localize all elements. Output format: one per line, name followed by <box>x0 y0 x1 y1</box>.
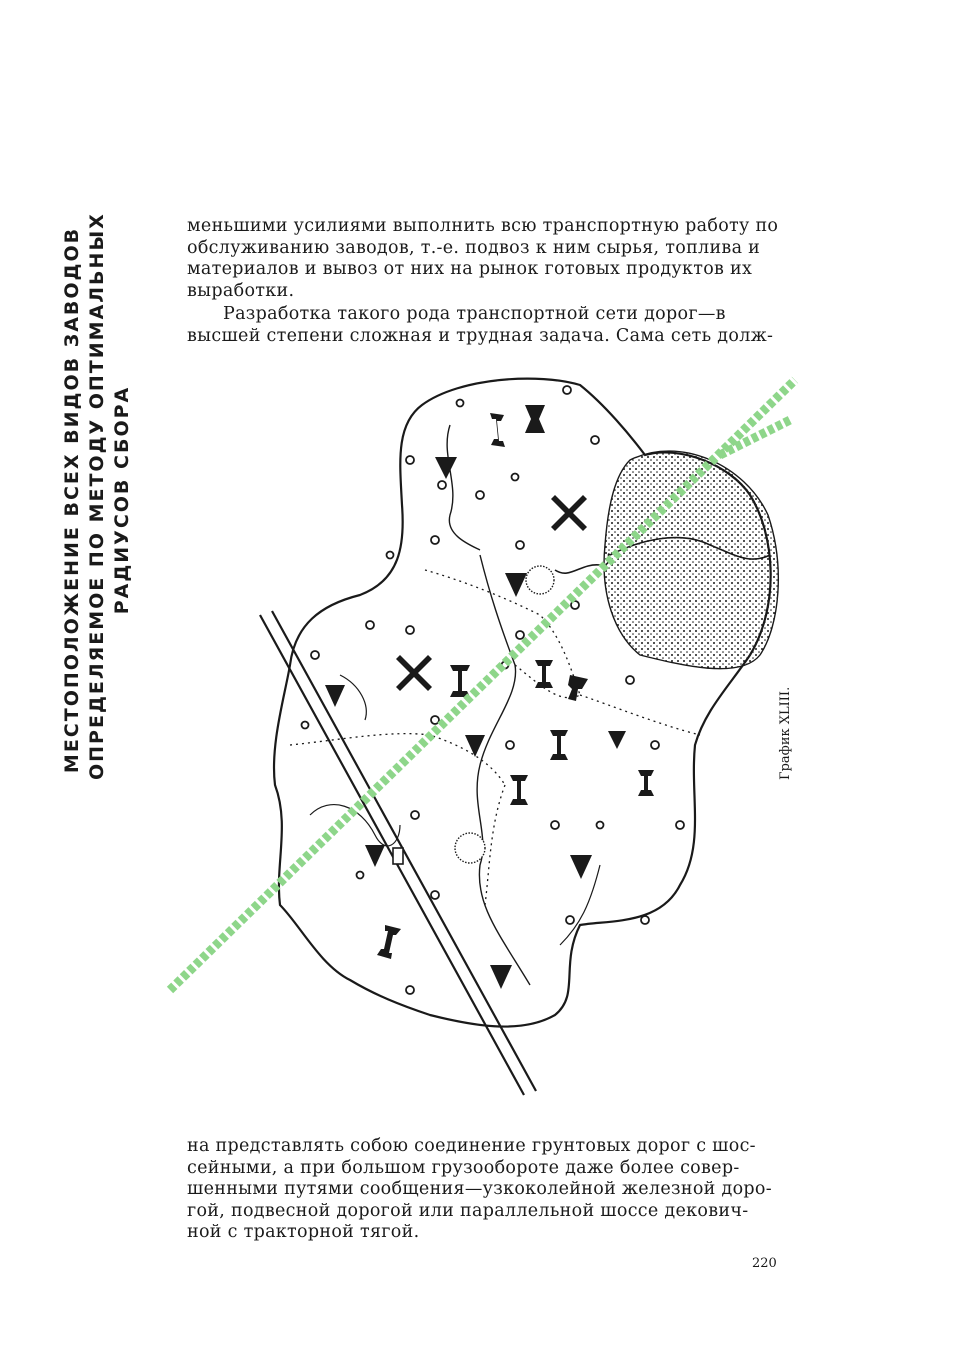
river <box>477 555 530 985</box>
paragraph-2 <box>187 304 783 347</box>
figure-title-line: ОПРЕДЕЛЯЕМОЕ ПО МЕТОДУ ОПТИМАЛЬНЫХ <box>86 212 108 780</box>
river <box>560 865 600 945</box>
text-line: ной с тракторной тягой. <box>187 1222 420 1242</box>
town-markers <box>455 566 554 863</box>
river <box>340 675 366 720</box>
district-boundary <box>425 570 580 695</box>
text-line: на представлять собою соединение грунтовых дорог с шос- <box>187 1136 756 1156</box>
factory-symbols <box>325 405 654 989</box>
district-boundary <box>485 785 505 905</box>
paragraph-3 <box>187 1136 783 1244</box>
text-line: гой, подвесной дорогой или параллельной шоссе декович- <box>187 1200 749 1221</box>
railway-station <box>393 848 403 864</box>
district-boundary <box>580 695 700 735</box>
shaded-area <box>604 451 778 669</box>
text-line: обслуживанию заводов, т.-е. подвоз к ним сырья, топлива и <box>187 237 761 258</box>
river <box>447 425 480 550</box>
page-number: 220 <box>752 1256 777 1271</box>
paragraph-1 <box>187 216 783 302</box>
text-line: материалов и вывоз от них на рынок готовых продуктов их <box>187 259 753 279</box>
factory-location-map <box>160 365 800 1110</box>
figure-title-line: МЕСТОПОЛОЖЕНИЕ ВСЕХ ВИДОВ ЗАВОДОВ <box>61 226 83 774</box>
figure-title <box>60 212 135 780</box>
text-line: меньшими усилиями выполнить всю транспортную работу по <box>187 216 779 236</box>
chart-label: График XLIII. <box>778 686 793 780</box>
text-line: шенными путями сообщения—узкоколейной железной доро- <box>187 1179 772 1199</box>
text-line: сейными, а при большом грузообороте даже более совер- <box>187 1157 740 1178</box>
figure-title-line: РАДИУСОВ СБОРА <box>111 385 133 615</box>
text-line: высшей степени сложная и трудная задача. Сама сеть долж- <box>187 325 774 346</box>
text-line: Разработка такого рода транспортной сети дорог—в <box>223 304 726 324</box>
text-line: выработки. <box>187 280 295 301</box>
